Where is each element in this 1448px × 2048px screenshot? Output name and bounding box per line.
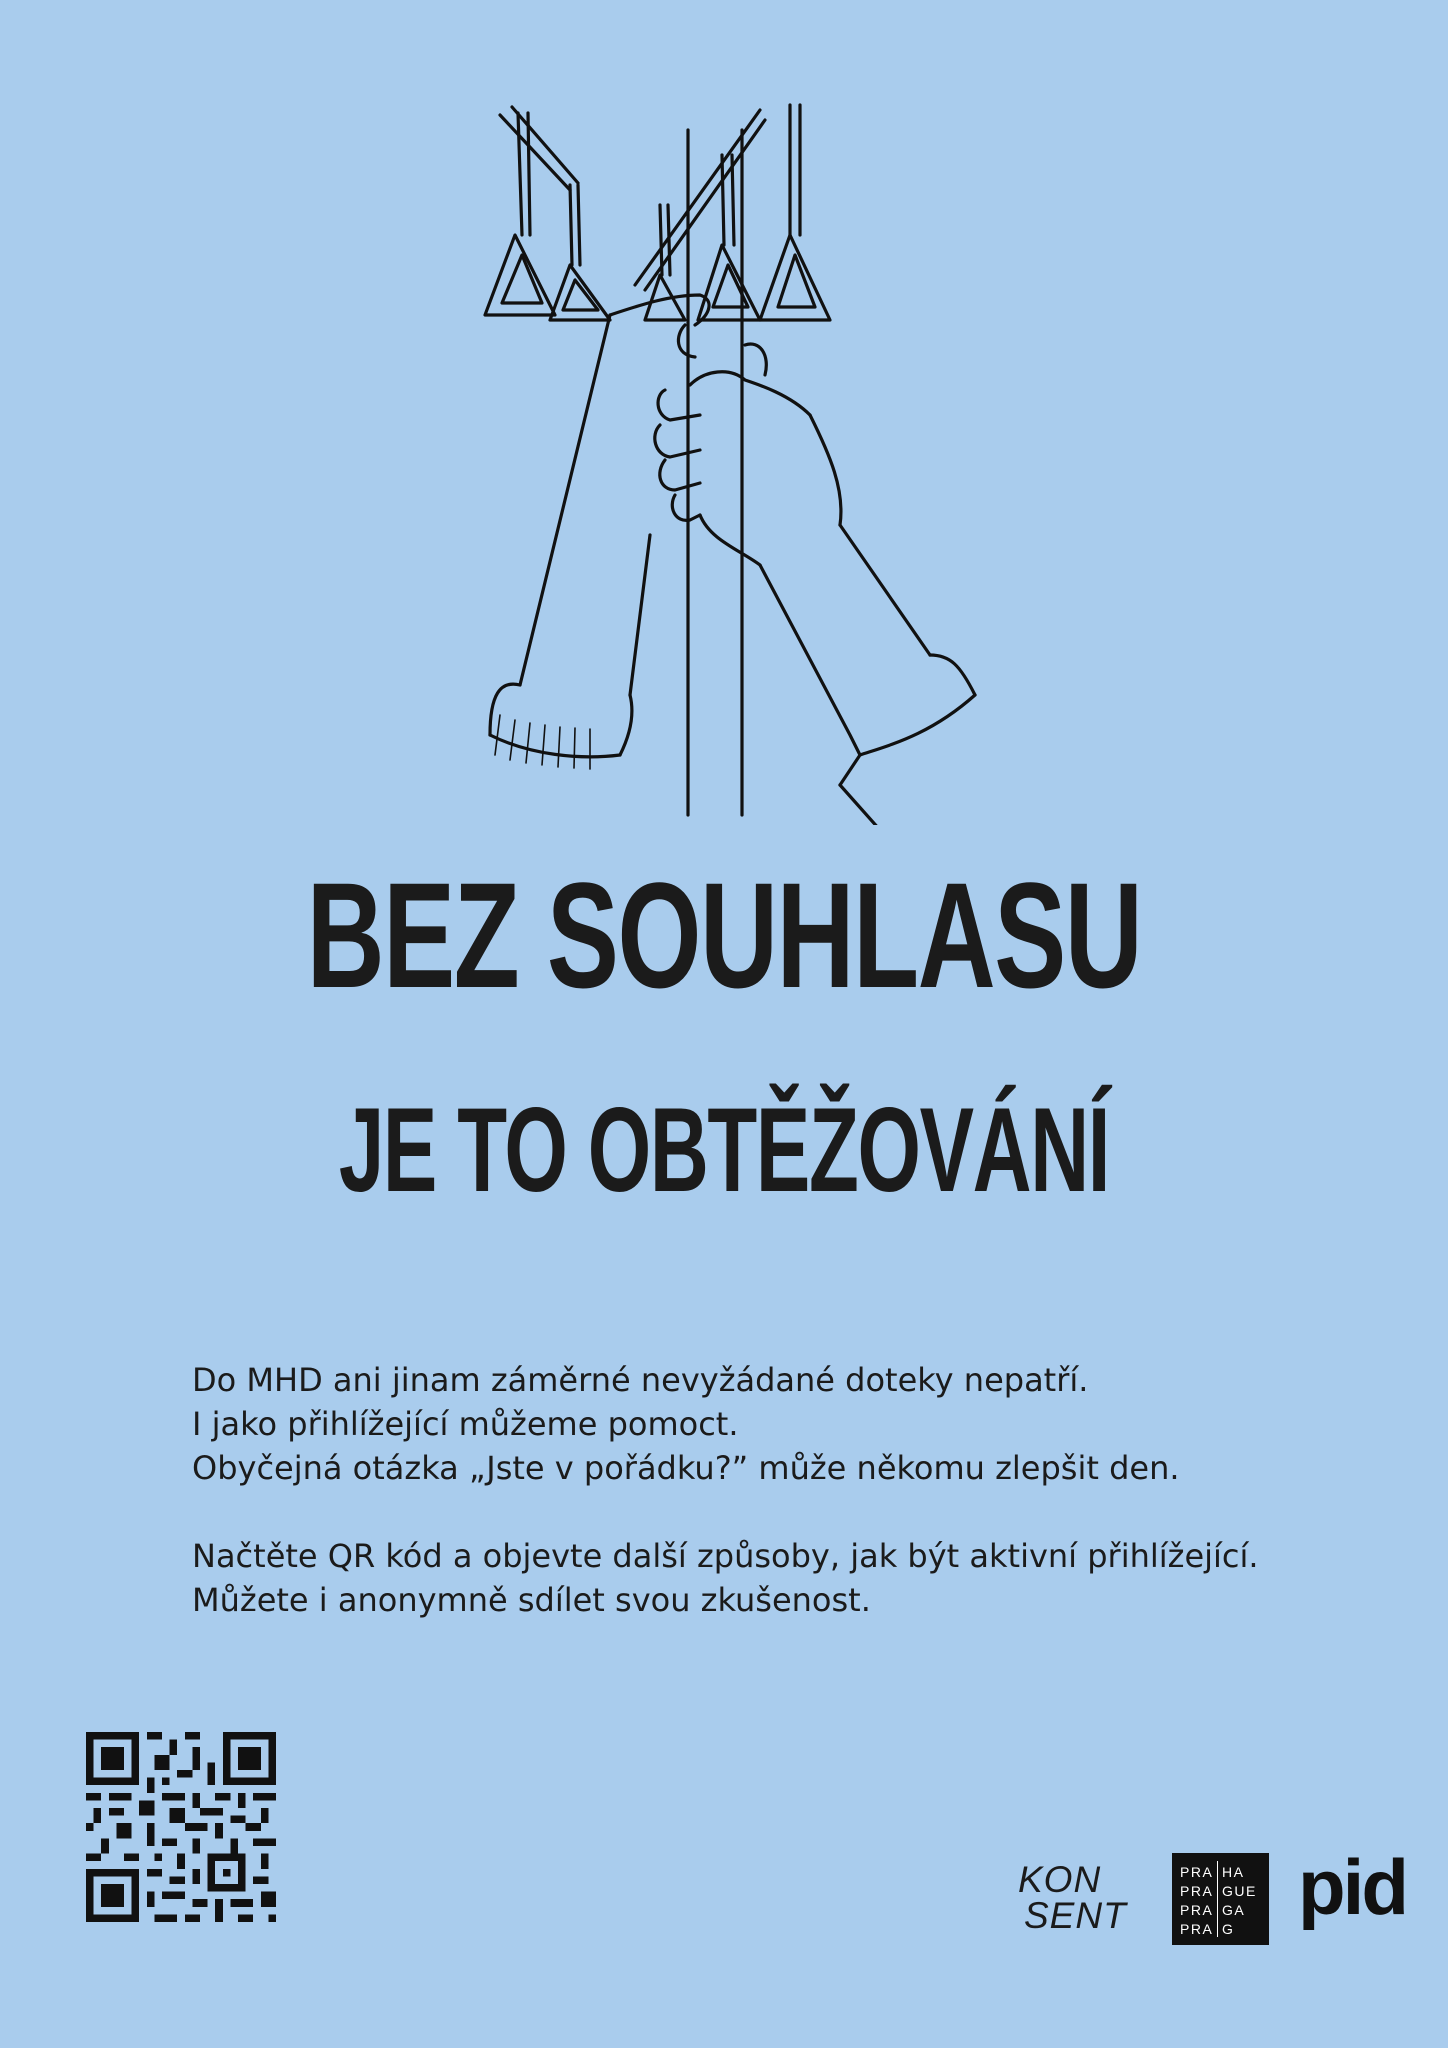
qr-code-icon[interactable] xyxy=(86,1732,276,1922)
konsent-logo: KON SENT xyxy=(1018,1859,1127,1936)
body-text xyxy=(192,1358,1342,1622)
body-line: Můžete i anonymně sdílet svou zkušenost. xyxy=(192,1581,871,1619)
body-line: I jako přihlížející můžeme pomoct. xyxy=(192,1405,739,1443)
body-line: Do MHD ani jinam záměrné nevyžádané doteky nepatří. xyxy=(192,1361,1089,1399)
praha-logo: PRA PRA PRA PRA HA GUE GA G xyxy=(1172,1853,1269,1945)
pid-logo: pid xyxy=(1298,1843,1406,1931)
headline-line-1: BEZ SOUHLASU xyxy=(306,851,1142,1019)
body-line: Načtěte QR kód a objevte další způsoby, jak být aktivní přihlížející. xyxy=(192,1537,1259,1575)
hands-on-pole-illustration xyxy=(460,95,1000,825)
body-line: Obyčejná otázka „Jste v pořádku?” může někomu zlepšit den. xyxy=(192,1449,1180,1487)
headline-line-2: JE TO OBTĚŽOVÁNÍ xyxy=(338,1083,1110,1217)
